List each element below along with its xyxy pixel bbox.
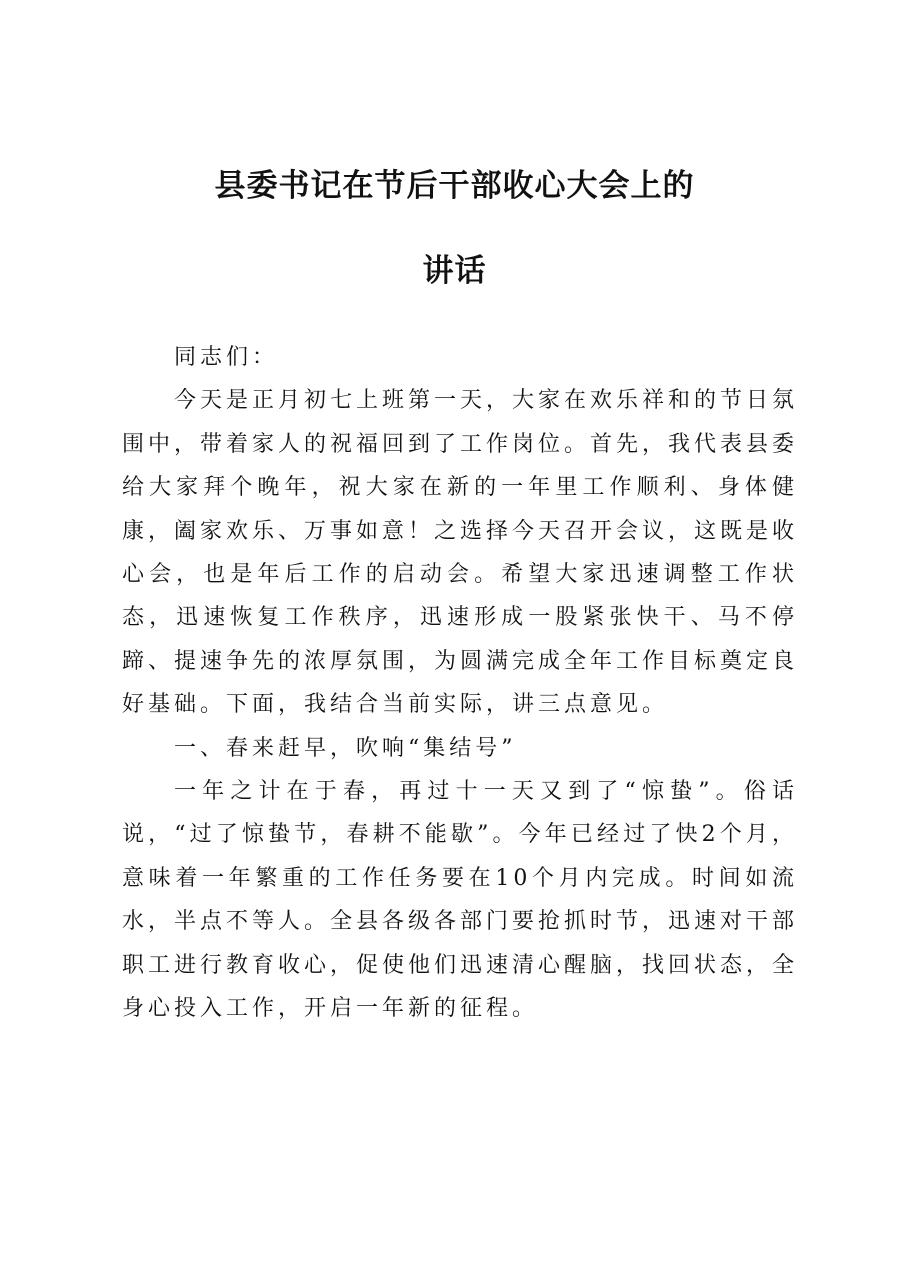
document-title-line-2: 讲话 bbox=[422, 253, 487, 289]
section-heading-1: 一、春来赶早，吹响“集结号” bbox=[174, 735, 517, 761]
document-body bbox=[122, 336, 798, 1031]
paragraph-opening: 今天是正月初七上班第一天，大家在欢乐祥和的节日氛围中，带着家人的祝福回到了工作岗位。首先，我代表县委给大家拜个晚年，祝大家在新的一年里工作顺利、身体健康，阖家欢乐、万事如意！之选择今天召开会议，这既是收心会，也是年后工作的启动会。希望大家迅速调整工作状态，迅速恢复工作秩序，迅速形成一股紧张快干、马不停蹄、提速争先的浓厚氛围，为圆满完成全年工作目标奠定良好基础。下面，我结合当前实际，讲三点意见。 bbox=[122, 388, 799, 718]
document-title-line-1: 县委书记在节后干部收心大会上的 bbox=[214, 168, 695, 204]
salutation: 同志们： bbox=[174, 345, 279, 370]
paragraph-section-1: 一年之计在于春，再过十一天又到了“惊蛰”。俗话说，“过了惊蛰节，春耕不能歇”。今年已经过了快2个月，意味着一年繁重的工作任务要在10个月内完成。时间如流水，半点不等人。全县各级各部门要抢抓时节，迅速对干部职工进行教育收心，促使他们迅速清心醒脑，找回状态，全身心投入工作，开启一年新的征程。 bbox=[122, 779, 799, 1022]
